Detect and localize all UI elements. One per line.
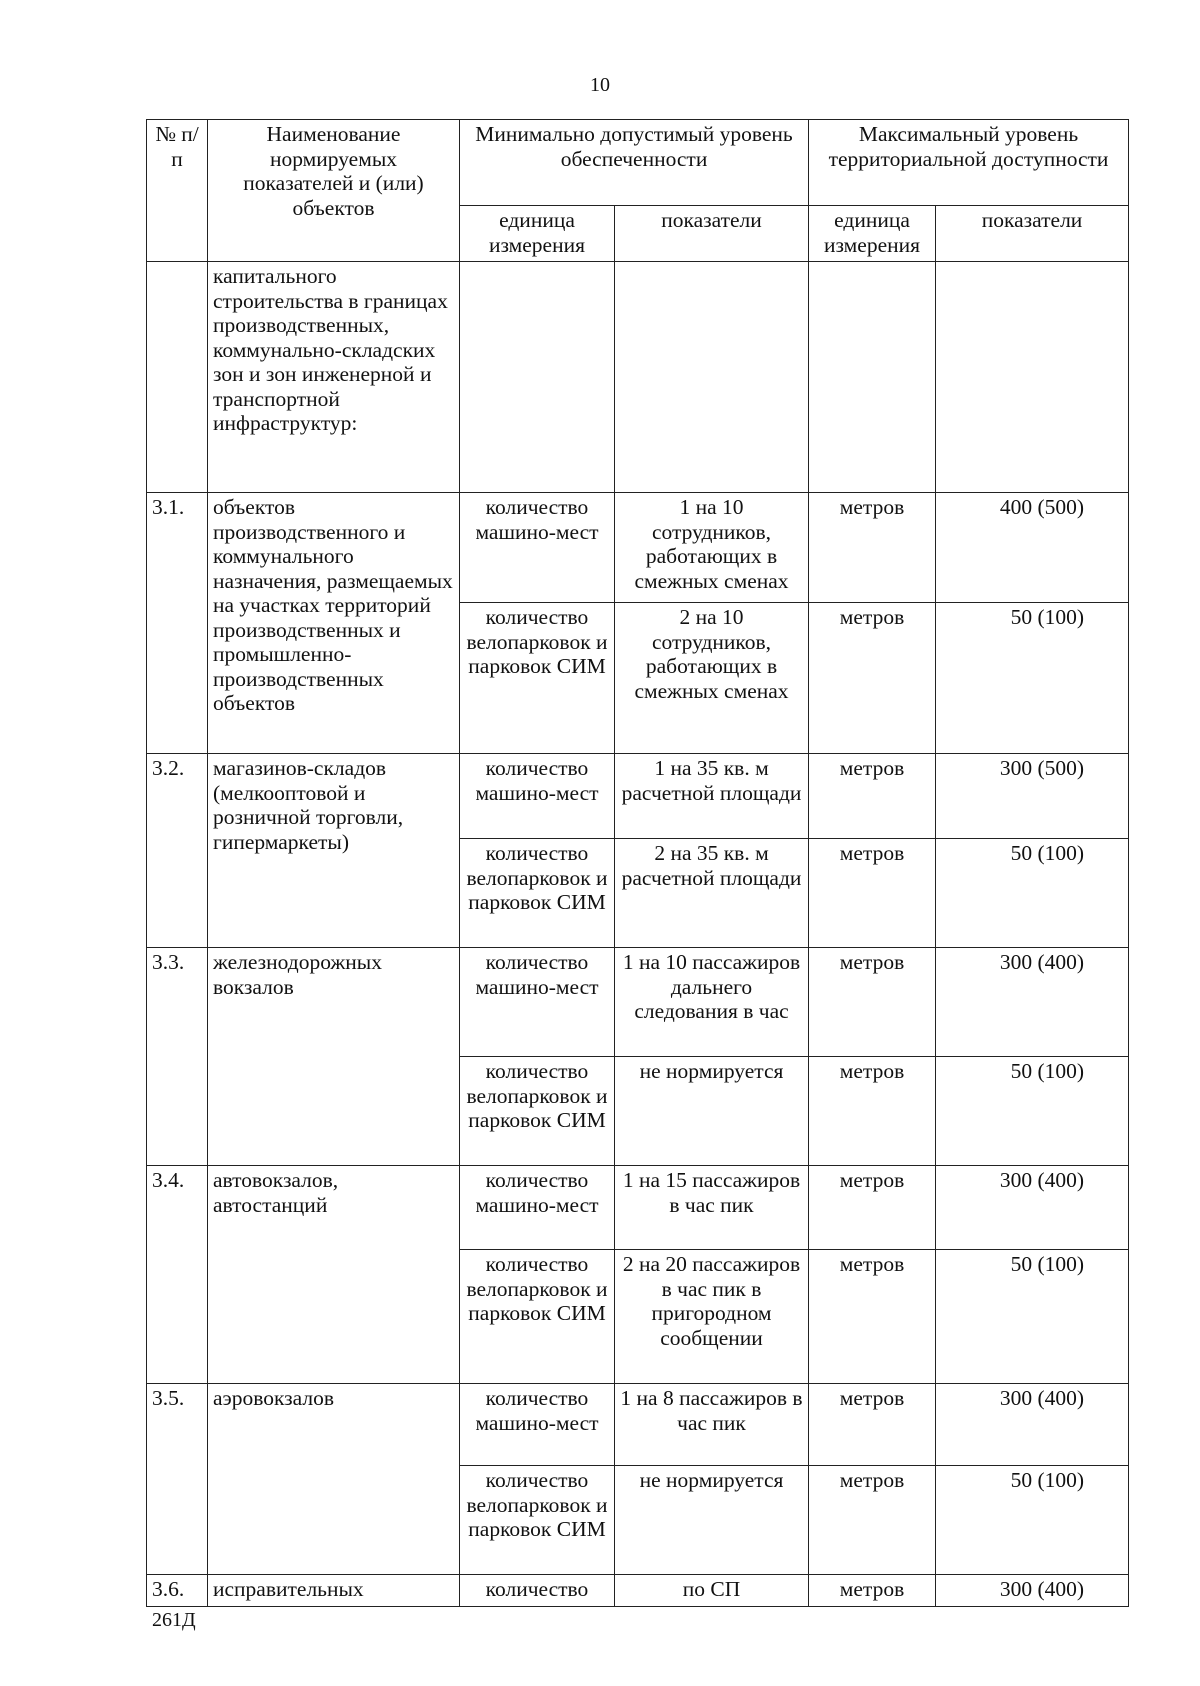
row-max-value: 300 (400)	[936, 1575, 1129, 1607]
row-value: 1 на 15 пассажиров в час пик	[615, 1166, 809, 1250]
row-max-value: 50 (100)	[936, 1250, 1129, 1384]
header-unit: единица измерения	[460, 206, 615, 262]
row-unit: количество велопарковок и парковок СИМ	[460, 603, 615, 754]
row-num: 3.4.	[147, 1166, 208, 1384]
row-name: аэровокзалов	[208, 1384, 460, 1575]
row-max-value: 300 (500)	[936, 754, 1129, 839]
intro-num-cell	[147, 262, 208, 493]
row-num: 3.5.	[147, 1384, 208, 1575]
intro-name: капитального строительства в границах производственных, коммунально-складских зон и зон инженерной и транспортной инфраструктур:	[208, 262, 460, 493]
page-number: 10	[590, 74, 610, 96]
row-unit: количество машино-мест	[460, 1384, 615, 1466]
intro-empty-cell	[460, 262, 615, 493]
row-max-unit: метров	[809, 839, 936, 948]
row-max-value: 300 (400)	[936, 1384, 1129, 1466]
row-value: 1 на 10 сотрудников, работающих в смежных сменах	[615, 493, 809, 603]
table-row	[147, 1575, 1129, 1607]
row-unit: количество велопарковок и парковок СИМ	[460, 1057, 615, 1166]
row-value: 2 на 35 кв. м расчетной площади	[615, 839, 809, 948]
row-num: 3.1.	[147, 493, 208, 754]
row-max-value: 50 (100)	[936, 1466, 1129, 1575]
table-row	[147, 948, 1129, 1057]
row-max-value: 50 (100)	[936, 603, 1129, 754]
header-unit-max: единица измерения	[809, 206, 936, 262]
header-num: № п/п	[147, 120, 208, 262]
row-value: не нормируется	[615, 1466, 809, 1575]
row-value: 1 на 8 пассажиров в час пик	[615, 1384, 809, 1466]
row-num: 3.2.	[147, 754, 208, 948]
row-num: 3.3.	[147, 948, 208, 1166]
row-name: автовокзалов, автостанций	[208, 1166, 460, 1384]
norms-table	[146, 119, 1129, 1607]
row-name: железнодорожных вокзалов	[208, 948, 460, 1166]
header-name: Наименование нормируемых показателей и (или) объектов	[208, 120, 460, 262]
row-name: исправительных	[208, 1575, 460, 1607]
row-name: магазинов-складов (мелкооптовой и розничной торговли, гипермаркеты)	[208, 754, 460, 948]
row-unit: количество машино-мест	[460, 493, 615, 603]
row-name: объектов производственного и коммунального назначения, размещаемых на участках территорий производственных и промышленно-производственных объектов	[208, 493, 460, 754]
row-unit: количество машино-мест	[460, 754, 615, 839]
row-max-unit: метров	[809, 1057, 936, 1166]
row-value: по СП	[615, 1575, 809, 1607]
header-row-top	[147, 120, 1129, 206]
table-row	[147, 1384, 1129, 1466]
row-max-value: 300 (400)	[936, 948, 1129, 1057]
row-max-unit: метров	[809, 754, 936, 839]
document-code: 261Д	[152, 1609, 196, 1631]
row-max-unit: метров	[809, 1466, 936, 1575]
row-max-value: 50 (100)	[936, 1057, 1129, 1166]
header-indicators-max: показатели	[936, 206, 1129, 262]
row-value: не нормируется	[615, 1057, 809, 1166]
row-max-value: 50 (100)	[936, 839, 1129, 948]
table-row	[147, 493, 1129, 603]
header-max-level: Максимальный уровень территориальной доступности	[809, 120, 1129, 206]
row-max-unit: метров	[809, 603, 936, 754]
row-unit: количество велопарковок и парковок СИМ	[460, 1466, 615, 1575]
row-unit: количество велопарковок и парковок СИМ	[460, 839, 615, 948]
row-max-unit: метров	[809, 1166, 936, 1250]
row-max-value: 300 (400)	[936, 1166, 1129, 1250]
header-min-level: Минимально допустимый уровень обеспеченности	[460, 120, 809, 206]
intro-empty-cell	[615, 262, 809, 493]
row-max-value: 400 (500)	[936, 493, 1129, 603]
row-value: 2 на 20 пассажиров в час пик в пригородном сообщении	[615, 1250, 809, 1384]
row-unit: количество велопарковок и парковок СИМ	[460, 1250, 615, 1384]
header-indicators: показатели	[615, 206, 809, 262]
row-num: 3.6.	[147, 1575, 208, 1607]
row-max-unit: метров	[809, 1384, 936, 1466]
intro-empty-cell	[936, 262, 1129, 493]
intro-row	[147, 262, 1129, 493]
row-max-unit: метров	[809, 493, 936, 603]
table-row	[147, 754, 1129, 839]
row-value: 1 на 35 кв. м расчетной площади	[615, 754, 809, 839]
row-max-unit: метров	[809, 1575, 936, 1607]
row-unit: количество машино-мест	[460, 948, 615, 1057]
row-max-unit: метров	[809, 948, 936, 1057]
row-unit: количество	[460, 1575, 615, 1607]
row-unit: количество машино-мест	[460, 1166, 615, 1250]
row-max-unit: метров	[809, 1250, 936, 1384]
table-row	[147, 1166, 1129, 1250]
row-value: 2 на 10 сотрудников, работающих в смежных сменах	[615, 603, 809, 754]
intro-empty-cell	[809, 262, 936, 493]
row-value: 1 на 10 пассажиров дальнего следования в час	[615, 948, 809, 1057]
